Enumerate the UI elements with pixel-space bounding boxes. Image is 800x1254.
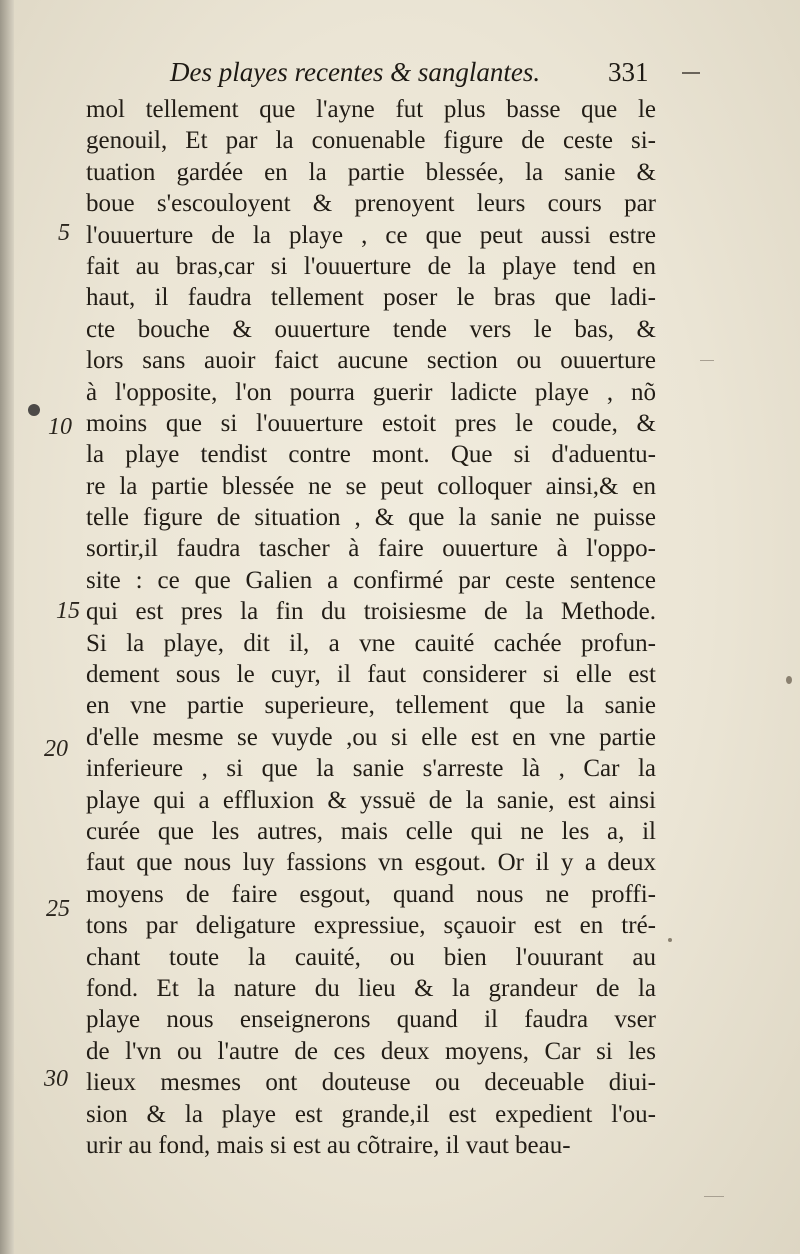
- text-line-30: playe nous enseignerons quand il faudra vser: [86, 1006, 656, 1034]
- margin-line-number-30: 30: [44, 1066, 68, 1092]
- text-line-6: fait au bras,car si l'ouuerture de la playe tend en: [86, 252, 656, 280]
- text-line-4: boue s'escouloyent & prenoyent leurs cours par: [86, 190, 656, 218]
- text-line-8: cte bouche & ouuerture tende vers le bas, &: [86, 315, 656, 343]
- text-line-7: haut, il faudra tellement poser le bras que ladi-: [86, 284, 656, 312]
- text-line-28: chant toute la cauité, ou bien l'ouurant au: [86, 943, 656, 971]
- page-gutter-shadow: [0, 0, 14, 1254]
- header-dash-mark: [682, 72, 700, 74]
- text-line-19: dement sous le cuyr, il faut considerer si elle est: [86, 661, 656, 689]
- text-line-13: re la partie blessée ne se peut colloquer ainsi,& en: [86, 472, 656, 500]
- text-line-24: curée que les autres, mais celle qui ne les a, il: [86, 817, 656, 845]
- text-line-25: faut que nous luy fassions vn esgout. Or il y a deux: [86, 849, 656, 877]
- text-line-2: genouil, Et par la conuenable figure de ceste si-: [86, 127, 656, 155]
- margin-line-number-25: 25: [46, 896, 70, 922]
- paper-mark: [704, 1196, 724, 1197]
- text-line-11: moins que si l'ouuerture estoit pres le coude, &: [86, 409, 656, 437]
- page-number: 331: [608, 57, 649, 87]
- text-line-15: sortir,il faudra tascher à faire ouuerture à l'oppo-: [86, 535, 656, 563]
- text-line-9: lors sans auoir faict aucune section ou ouuerture: [86, 347, 656, 375]
- text-line-21: d'elle mesme se vuyde ,ou si elle est en vne partie: [86, 723, 656, 751]
- text-line-16: site : ce que Galien a confirmé par ceste sentence: [86, 566, 656, 594]
- ink-dot: [28, 404, 40, 416]
- text-line-3: tuation gardée en la partie blessée, la sanie &: [86, 158, 656, 186]
- text-line-17: qui est pres la fin du troisiesme de la Methode.: [86, 598, 656, 626]
- margin-line-number-10: 10: [48, 414, 72, 440]
- text-line-32: lieux mesmes ont douteuse ou deceuable diui-: [86, 1069, 656, 1097]
- margin-line-number-15: 15: [56, 598, 80, 624]
- text-line-22: inferieure , si que la sanie s'arreste là , Car la: [86, 755, 656, 783]
- text-line-20: en vne partie superieure, tellement que la sanie: [86, 692, 656, 720]
- paper-speck: [668, 938, 672, 942]
- text-line-12: la playe tendist contre mont. Que si d'aduentu-: [86, 441, 656, 469]
- text-line-1: mol tellement que l'ayne fut plus basse que le: [86, 96, 656, 123]
- running-header: Des playes recentes & sanglantes.: [170, 57, 541, 87]
- margin-line-number-20: 20: [44, 736, 68, 762]
- text-line-27: tons par deligature expressiue, sçauoir est en tré-: [86, 912, 656, 940]
- paper-mark: [700, 360, 714, 361]
- text-line-34: urir au fond, mais si est au cõtraire, il vaut beau-: [86, 1131, 571, 1159]
- text-line-33: sion & la playe est grande,il est expedient l'ou-: [86, 1100, 656, 1128]
- text-line-31: de l'vn ou l'autre de ces deux moyens, Car si les: [86, 1037, 656, 1065]
- text-line-18: Si la playe, dit il, a vne cauité cachée profun-: [86, 629, 656, 657]
- margin-line-number-5: 5: [58, 220, 70, 246]
- paper-speck: [786, 676, 792, 684]
- text-line-10: à l'opposite, l'on pourra guerir ladicte playe , nõ: [86, 378, 656, 406]
- text-line-26: moyens de faire esgout, quand nous ne proffi-: [86, 880, 656, 908]
- body-text-block: [86, 94, 656, 1161]
- text-line-14: telle figure de situation , & que la sanie ne puisse: [86, 504, 656, 532]
- text-line-29: fond. Et la nature du lieu & la grandeur de la: [86, 974, 656, 1002]
- text-line-23: playe qui a effluxion & yssuë de la sanie, est ainsi: [86, 786, 656, 814]
- text-line-5: l'ouuerture de la playe , ce que peut aussi estre: [86, 221, 656, 249]
